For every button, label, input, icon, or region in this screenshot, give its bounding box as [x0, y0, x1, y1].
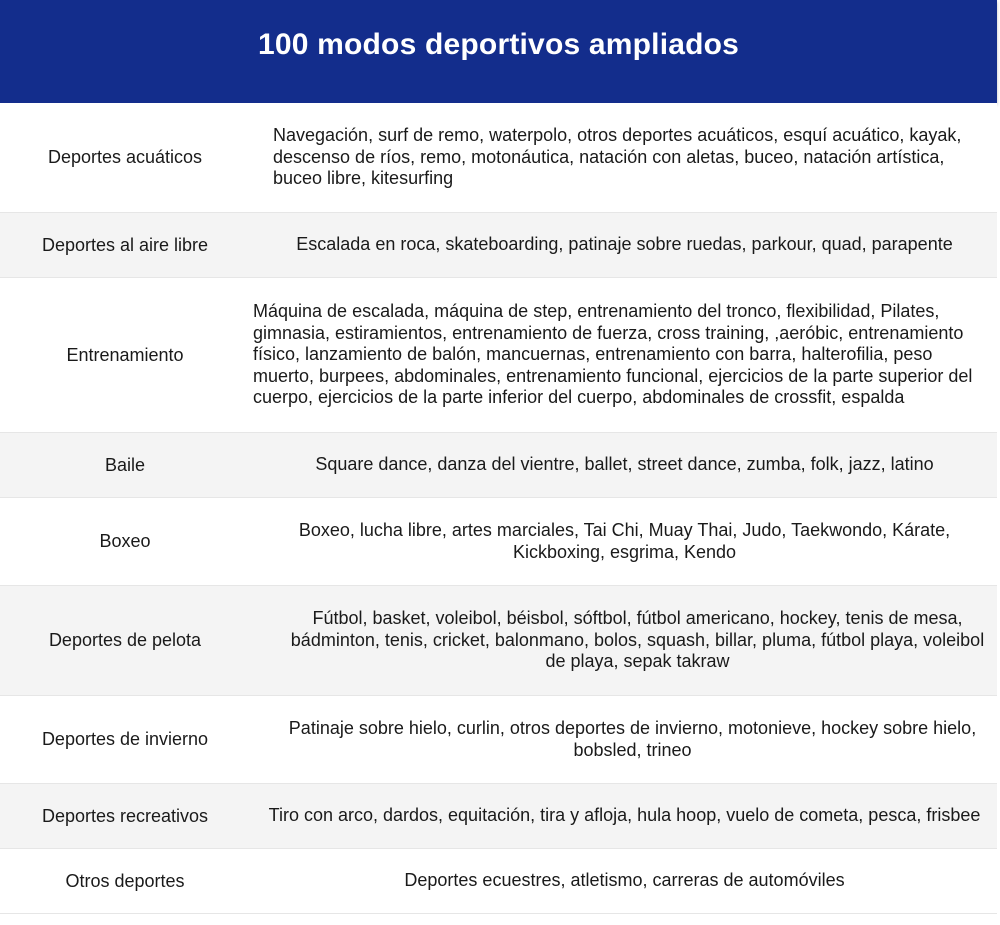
- category-items: Máquina de escalada, máquina de step, entrenamiento del tronco, flexibilidad, Pilates, gimnasia, estiramientos, entrenamiento de fuerza, cross training, ,aeróbic, entrenamiento físico, lanzamiento de balón, mancuernas, entrenamiento con barra, halterofilia, peso muerto, burpees, abdominales, entrenamiento funcional, ejercicios de la parte superior del cuerpo, ejercicios de la parte inferior del cuerpo, abdominales de crossfit, espalda: [253, 301, 973, 408]
- category-items: Deportes ecuestres, atletismo, carreras de automóviles: [404, 870, 845, 891]
- category-items: Navegación, surf de remo, waterpolo, otros deportes acuáticos, esquí acuático, kayak, descenso de ríos, remo, motonáutica, natación con aletas, buceo, natación artística, buceo libre, kitesurfing: [273, 125, 962, 189]
- table-row-dance: [0, 433, 997, 498]
- category-items: Escalada en roca, skateboarding, patinaje sobre ruedas, parkour, quad, parapente: [296, 234, 953, 255]
- page-title: 100 modos deportivos ampliados: [257, 27, 740, 61]
- category-items: Square dance, danza del vientre, ballet, street dance, zumba, folk, jazz, latino: [315, 454, 934, 475]
- category-label: Deportes acuáticos: [47, 147, 203, 167]
- category-label: Entrenamiento: [66, 344, 184, 365]
- category-label: Deportes de pelota: [48, 630, 202, 650]
- table-row-outdoor-sports: [0, 213, 997, 278]
- category-label: Deportes recreativos: [41, 805, 209, 826]
- table-row-training: [0, 278, 997, 433]
- table-row-recreational-sports: [0, 784, 997, 849]
- table-row-other-sports: [0, 849, 997, 914]
- table-row-boxing: [0, 498, 997, 586]
- category-label: Boxeo: [99, 531, 151, 551]
- sport-modes-table: [0, 103, 997, 914]
- table-row-winter-sports: [0, 696, 997, 784]
- category-items: Tiro con arco, dardos, equitación, tira y afloja, hula hoop, vuelo de cometa, pesca, frisbee: [268, 805, 981, 826]
- table-row-water-sports: [0, 103, 997, 213]
- category-label: Deportes al aire libre: [41, 234, 209, 255]
- page-header: [0, 0, 997, 103]
- category-items: Boxeo, lucha libre, artes marciales, Tai Chi, Muay Thai, Judo, Taekwondo, Kárate, Kickboxing, esgrima, Kendo: [298, 520, 951, 562]
- category-items: Patinaje sobre hielo, curlin, otros deportes de invierno, motonieve, hockey sobre hielo, bobsled, trineo: [288, 718, 977, 760]
- category-label: Otros deportes: [65, 870, 185, 891]
- category-items: Fútbol, basket, voleibol, béisbol, sóftbol, fútbol americano, hockey, tenis de mesa, bádminton, tenis, cricket, balonmano, bolos, squash, billar, pluma, fútbol playa, voleibol de playa, sepak takraw: [290, 608, 985, 672]
- table-row-ball-sports: [0, 586, 997, 696]
- category-label: Baile: [104, 454, 146, 475]
- category-label: Deportes de invierno: [41, 729, 209, 749]
